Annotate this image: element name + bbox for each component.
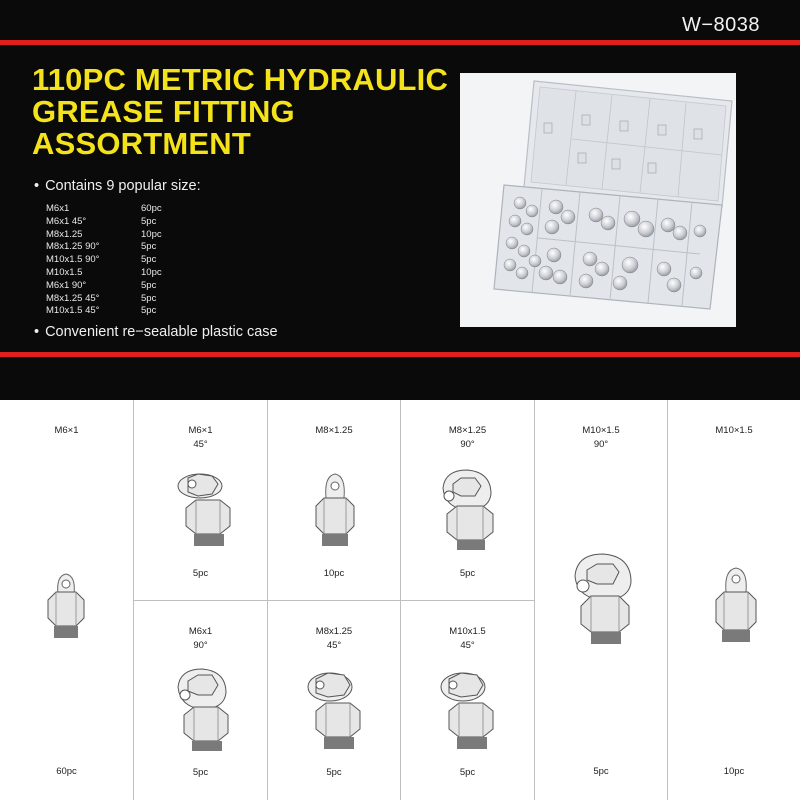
compartment-label <box>401 625 534 653</box>
red-stripe-bottom <box>0 352 800 357</box>
compartment-qty: 5pc <box>192 568 209 579</box>
compartment-size: M6x1 <box>188 626 213 637</box>
compartment-size: M10×1.5 <box>582 425 620 436</box>
compartment-size: M8x1.25 <box>315 626 353 637</box>
compartment-size: M8×1.25 <box>315 425 353 436</box>
size-name: M10x1.5 <box>46 266 83 278</box>
size-qty: 5pc <box>141 254 157 266</box>
headline-line-2: GREASE FITTING <box>32 94 295 129</box>
size-list-item <box>46 241 186 254</box>
size-list <box>46 203 186 318</box>
compartment-m10x15-90 <box>534 400 667 800</box>
compartment-size: M10x1.5 <box>449 626 486 637</box>
compartment-label <box>0 424 133 438</box>
90-degree-fitting-icon <box>435 466 505 552</box>
compartment-m8x125-45 <box>267 600 400 800</box>
compartment-size: M6×1 <box>54 425 79 436</box>
compartment-qty: 60pc <box>56 766 77 777</box>
size-name: M10x1.5 90° <box>46 254 100 266</box>
compartment-size: M6×1 <box>188 425 213 436</box>
90-degree-fitting-icon <box>172 663 240 753</box>
compartment-m10x15 <box>667 400 800 800</box>
compartment-label <box>401 424 534 452</box>
compartment-qty: 5pc <box>326 767 342 778</box>
straight-fitting-icon <box>44 570 88 642</box>
compartment-label <box>134 625 267 653</box>
compartment-label <box>268 424 400 438</box>
compartment-qty: 10pc <box>323 568 345 579</box>
compartment-angle: 90° <box>460 439 475 450</box>
size-list-item <box>46 203 186 216</box>
plastic-case-image <box>460 73 736 327</box>
size-qty: 10pc <box>141 228 162 240</box>
45-degree-fitting-icon <box>304 663 370 753</box>
size-qty: 5pc <box>141 215 157 227</box>
size-list-item <box>46 254 186 267</box>
size-qty: 5pc <box>141 279 157 291</box>
compartment-qty: 5pc <box>593 766 609 777</box>
headline-line-3: ASSORTMENT <box>32 126 251 161</box>
compartment-m10x15-45 <box>400 600 534 800</box>
product-photo <box>460 73 736 327</box>
size-qty: 5pc <box>141 292 157 304</box>
compartment-qty: 10pc <box>723 766 745 777</box>
compartment-m6x1-45 <box>133 400 267 600</box>
compartment-m6x1 <box>0 400 133 800</box>
compartment-label <box>134 424 267 452</box>
product-headline <box>32 64 448 160</box>
compartment-angle: 45° <box>193 439 208 450</box>
compartment-qty: 5pc <box>459 767 476 778</box>
compartment-label <box>668 424 800 438</box>
bullet-contains: • Contains 9 popular size: <box>34 178 201 194</box>
straight-fitting-icon <box>712 566 760 646</box>
size-qty: 5pc <box>141 305 157 317</box>
size-list-item <box>46 216 186 229</box>
compartment-label <box>268 625 400 653</box>
size-qty: 60pc <box>141 203 162 214</box>
product-sku: W−8038 <box>681 14 760 36</box>
size-list-item <box>46 267 186 280</box>
compartment-angle: 90° <box>193 640 208 651</box>
size-name: M8x1.25 45° <box>46 292 100 304</box>
compartment-size: M8×1.25 <box>448 425 487 436</box>
45-degree-fitting-icon <box>174 464 240 550</box>
compartment-diagram <box>0 400 800 800</box>
compartment-m8x125 <box>267 400 400 600</box>
compartment-angle: 90° <box>593 439 609 450</box>
headline-line-1: 110PC METRIC HYDRAULIC <box>32 62 449 97</box>
straight-fitting-icon <box>312 472 358 550</box>
size-name: M8x1.25 <box>46 228 83 240</box>
compartment-qty: 5pc <box>459 568 476 579</box>
compartment-angle: 45° <box>460 640 475 651</box>
red-stripe-top <box>0 40 800 45</box>
size-list-item <box>46 293 186 306</box>
size-name: M10x1.5 45° <box>46 305 100 317</box>
compartment-m8x125-90 <box>400 400 534 600</box>
90-degree-fitting-icon <box>569 550 641 646</box>
size-name: M8x1.25 90° <box>46 241 100 253</box>
bullet-plastic-case: • Convenient re−sealable plastic case <box>34 324 278 340</box>
compartment-angle: 45° <box>326 640 342 651</box>
compartment-size: M10×1.5 <box>715 425 753 436</box>
size-name: M6x1 90° <box>46 279 87 291</box>
size-list-item <box>46 229 186 242</box>
size-name: M6x1 <box>46 203 70 214</box>
size-qty: 10pc <box>141 266 162 278</box>
size-list-item <box>46 305 186 318</box>
compartment-m6x1-90 <box>133 600 267 800</box>
size-name: M6x1 45° <box>46 215 87 227</box>
compartment-qty: 5pc <box>192 767 209 778</box>
size-list-item <box>46 280 186 293</box>
size-qty: 5pc <box>141 241 157 253</box>
compartment-label <box>535 424 667 452</box>
45-degree-fitting-icon <box>437 663 503 753</box>
